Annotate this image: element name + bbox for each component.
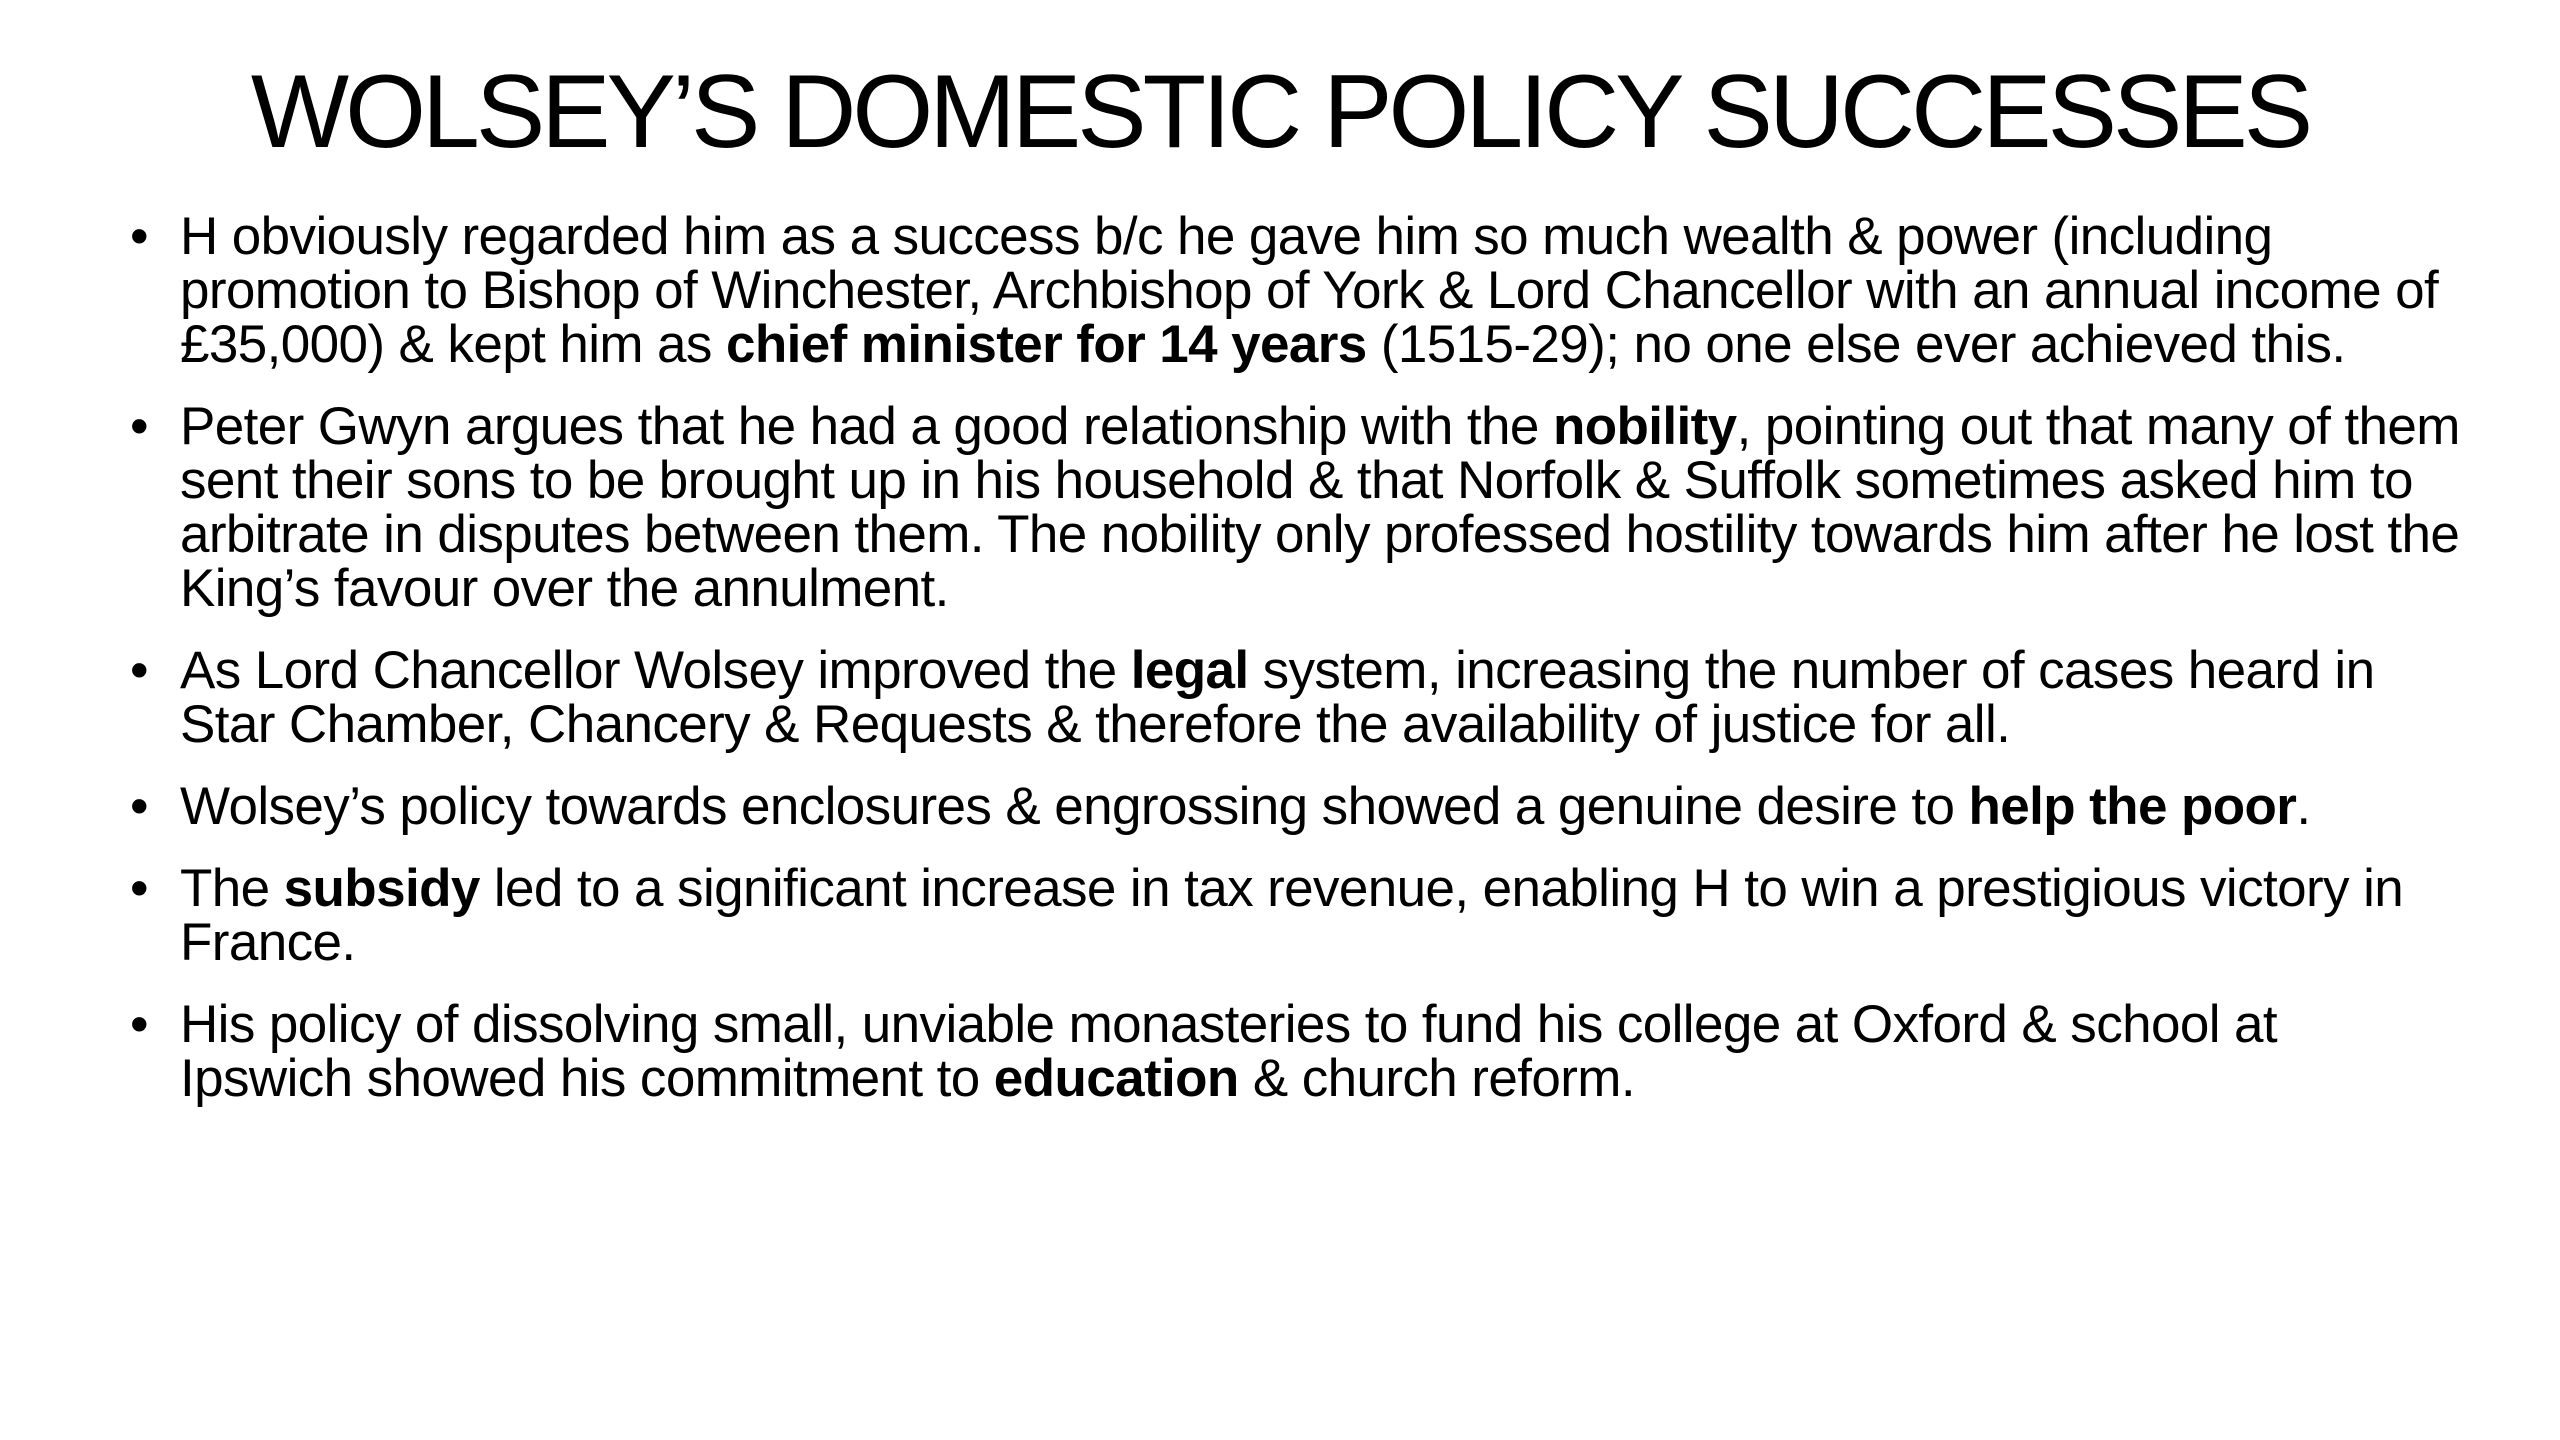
bullet-dot-icon: • — [130, 397, 148, 456]
bullet-item — [130, 995, 2460, 1108]
bullet-text: & church reform. — [1238, 1049, 1635, 1108]
bullet-dot-icon: • — [130, 859, 148, 918]
bullet-text: Wolsey’s policy towards enclosures & engrossing showed a genuine desire to — [180, 777, 1969, 836]
bullet-list — [130, 207, 2460, 1134]
bullet-item — [130, 641, 2460, 754]
bullet-text: (1515-29); no one else ever achieved this. — [1366, 315, 2346, 374]
bullet-item — [130, 207, 2460, 374]
bullet-text: . — [2296, 777, 2311, 836]
bullet-text: As Lord Chancellor Wolsey improved the — [180, 641, 1131, 700]
bullet-emphasis: nobility — [1552, 397, 1737, 456]
bullet-dot-icon: • — [130, 207, 148, 266]
bullet-text: , pointing out that many of them sent their sons to be brought up in his household & that Norfolk & Suffolk sometimes asked him to arbitrate in disputes between them. The nobility only professed hostility towards him after he lost the King’s favour over the annulment. — [180, 397, 2460, 618]
bullet-item — [130, 859, 2460, 972]
bullet-dot-icon: • — [130, 641, 148, 700]
bullet-item — [130, 397, 2460, 618]
bullet-text: led to a significant increase in tax revenue, enabling H to win a prestigious victory in France. — [180, 859, 2404, 972]
bullet-emphasis: chief minister for 14 years — [725, 315, 1367, 374]
bullet-text: system, increasing the number of cases heard in Star Chamber, Chancery & Requests & therefore the availability of justice for all. — [180, 641, 2375, 754]
bullet-text: H obviously regarded him as a success b/c he gave him so much wealth & power (including promotion to Bishop of Winchester, Archbishop of York & Lord Chancellor with an annual income of £35,000) & kept him as — [180, 207, 2439, 374]
bullet-text: His policy of dissolving small, unviable monasteries to fund his college at Oxford & school at Ipswich showed his commitment to — [180, 995, 2278, 1108]
bullet-dot-icon: • — [130, 995, 148, 1054]
bullet-emphasis: subsidy — [283, 859, 480, 918]
bullet-emphasis: help the poor — [1968, 777, 2297, 836]
bullet-text: The — [180, 859, 284, 918]
bullet-emphasis: legal — [1130, 641, 1249, 700]
bullet-text: Peter Gwyn argues that he had a good relationship with the — [180, 397, 1553, 456]
bullet-dot-icon: • — [130, 777, 148, 836]
bullet-emphasis: education — [993, 1049, 1239, 1108]
slide-title: WOLSEY’S DOMESTIC POLICY SUCCESSES — [250, 54, 2310, 170]
bullet-item — [130, 777, 2460, 836]
